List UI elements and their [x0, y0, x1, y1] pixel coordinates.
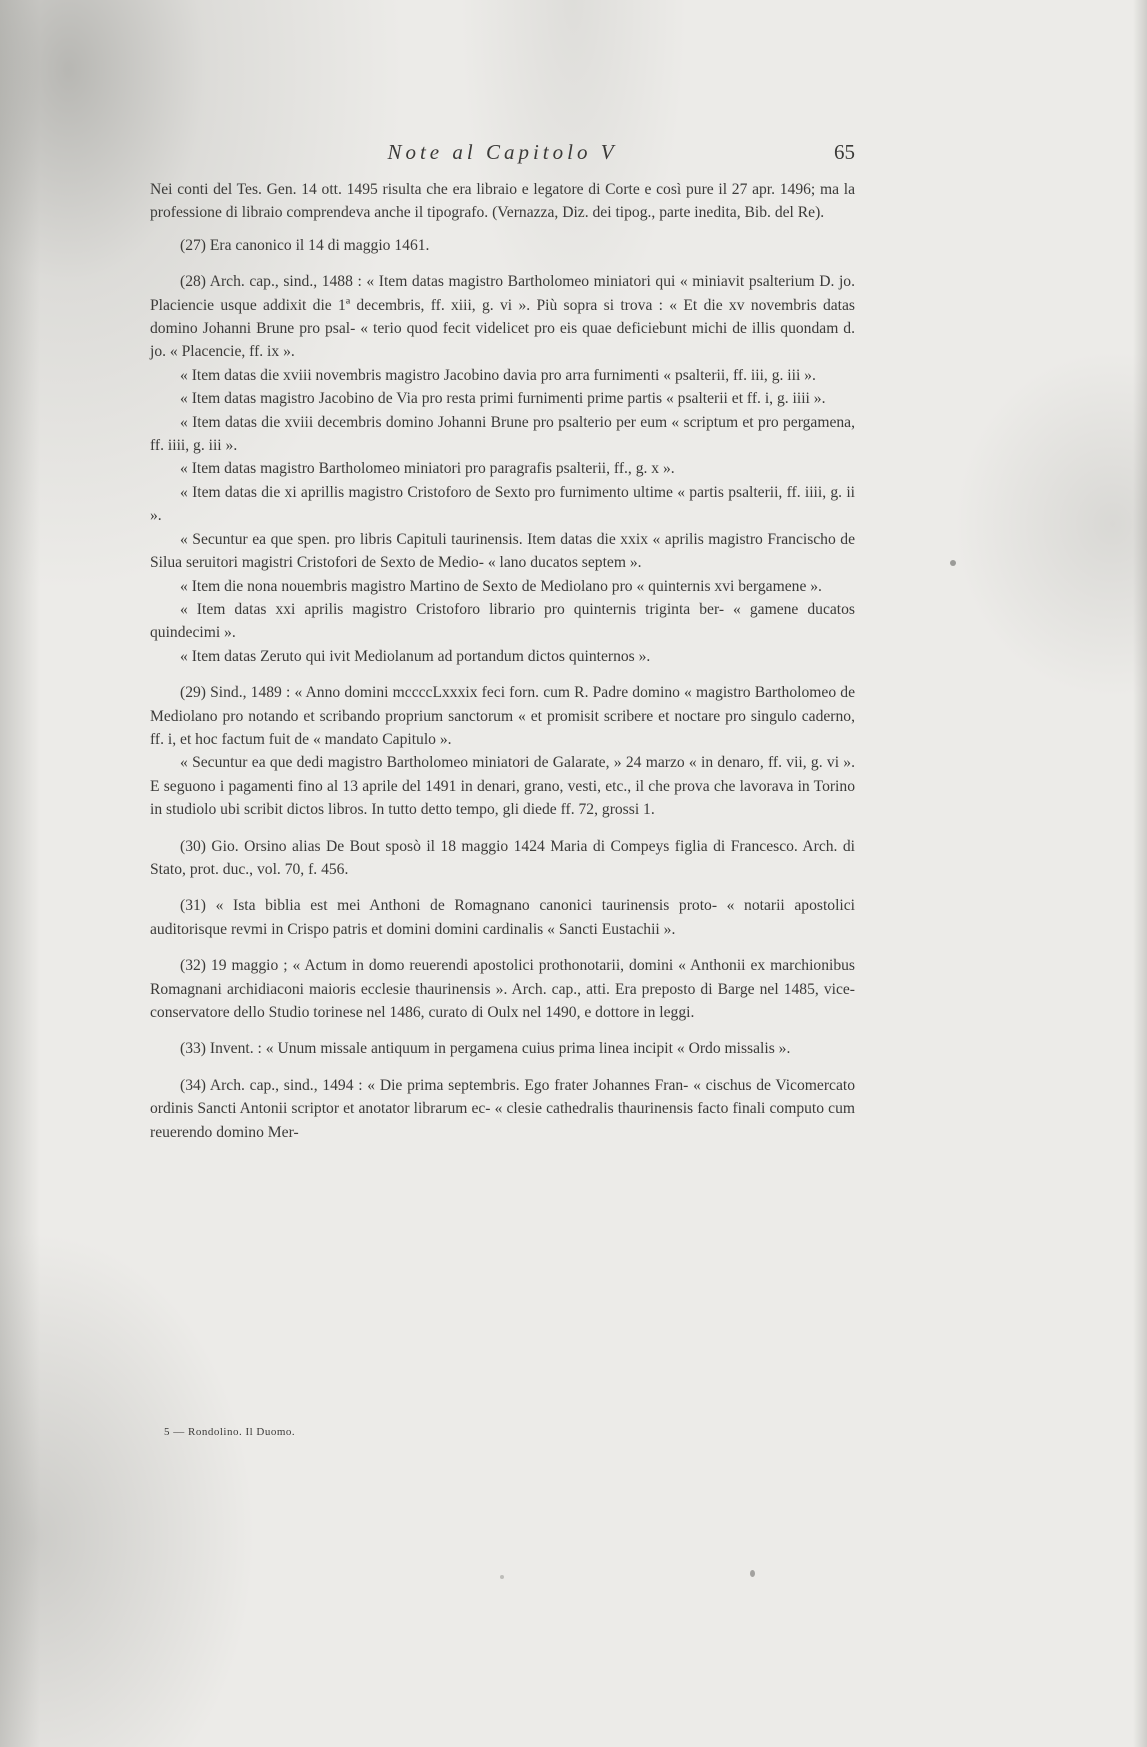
note-paragraph: « Item datas xxi aprilis magistro Cristoforo librario pro quinternis triginta ber- « gamene ducatos quindecimi ».: [150, 600, 855, 642]
page-header: [150, 140, 855, 170]
page-edge-shadow-left: [0, 0, 40, 1747]
note-29: [150, 681, 855, 821]
note-33: [150, 1037, 855, 1060]
note-paragraph: « Item datas magistro Jacobino de Via pro resta primi furnimenti prime partis « psalterii et ff. i, g. iiii ».: [180, 390, 826, 408]
note-28: [150, 270, 855, 668]
note-paragraph: « Item datas magistro Bartholomeo miniatori pro paragrafis psalterii, ff., g. x ».: [180, 460, 675, 478]
note-paragraph: « Secuntur ea que spen. pro libris Capituli taurinensis. Item datas die xxix « aprilis magistro Francischo de Silua seruitori magistri Cristofori de Sexto de Medio- « lano ducatos septem ».: [150, 530, 855, 572]
note-paragraph: (32) 19 maggio ; « Actum in domo reuerendi apostolici prothonotarii, domini « Anthonii ex marchionibus Romagnani archidiaconi maioris ecclesie thaurinensis ». Arch. cap., atti. Era preposto di Barge nel 1485, vice-conservatore dello Studio torinese nel 1486, curato di Oulx nel 1490, e dottore in leggi.: [150, 957, 855, 1021]
note-paragraph: « Item datas Zeruto qui ivit Mediolanum ad portandum dictos quinternos ».: [180, 647, 651, 665]
note-paragraph: « Item datas die xviii decembris domino Johanni Brune pro psalterio per eum « scriptum et pro pergamena, ff. iiii, g. iii ».: [150, 413, 855, 455]
foxing-spot: [750, 1570, 755, 1577]
note-paragraph: (28) Arch. cap., sind., 1488 : « Item datas magistro Bartholomeo miniatori qui « miniavit psalterium D. jo. Placiencie usque addixit die 1ª decembris, ff. xiii, g. vi ». Più sopra si trova : « Et die xv novembris datas domino Johanni Brune pro psal- « terio quod fecit videlicet pro eis quae deficiebunt michi de illis quondam d. jo. « Placencie, ff. ix ».: [150, 273, 855, 361]
foxing-spot: [500, 1575, 504, 1579]
note-paragraph: (27) Era canonico il 14 di maggio 1461.: [180, 236, 430, 254]
note-30: [150, 835, 855, 882]
note-paragraph: (30) Gio. Orsino alias De Bout sposò il 18 maggio 1424 Maria di Compeys figlia di Francesco. Arch. di Stato, prot. duc., vol. 70, f. 456.: [150, 837, 855, 878]
page-number: 65: [834, 140, 855, 164]
note-paragraph: « Item datas die xi aprillis magistro Cristoforo de Sexto pro furnimento ultime « partis psalterii, ff. iiii, g. ii ».: [150, 483, 855, 525]
note-paragraph: (33) Invent. : « Unum missale antiquum in pergamena cuius prima linea incipit « Ordo missalis ».: [180, 1040, 791, 1058]
note-32: [150, 954, 855, 1024]
signature-mark: 5 — Rondolino. Il Duomo.: [164, 1426, 296, 1438]
note-31: [150, 894, 855, 941]
foxing-spot: [950, 560, 956, 566]
running-title: Note al Capitolo V: [387, 140, 618, 164]
note-paragraph: « Secuntur ea que dedi magistro Bartholomeo miniatori de Galarate, » 24 marzo « in denaro, ff. vii, g. vi ». E seguono i pagamenti fino al 13 aprile del 1491 in denari, grano, vesti, etc., il che prova che lavorava in Torino in studiolo ubi scribit dictos libros. In tutto detto tempo, gli diede ff. 72, grossi 1.: [150, 754, 855, 819]
intro-paragraph: Nei conti del Tes. Gen. 14 ott. 1495 risulta che era libraio e legatore di Corte e così pure il 27 apr. 1496; ma la professione di libraio comprendeva anche il tipografo. (Vernazza, Diz. dei tipog., parte inedita, Bib. del Re).: [150, 181, 855, 222]
note-paragraph: (31) « Ista biblia est mei Anthoni de Romagnano canonici taurinensis proto- « notarii apostolici auditorisque revmi in Crispo patris et domini domini cardinalis « Sancti Eustachii ».: [150, 897, 855, 938]
note-paragraph: (34) Arch. cap., sind., 1494 : « Die prima septembris. Ego frater Johannes Fran- « cischus de Vicomercato ordinis Sancti Antonii scriptor et anotator librarum ec- « clesie cathedralis thaurinensis facto finali computo cum reuerendo domino Mer-: [150, 1076, 855, 1141]
notes-body: [150, 178, 855, 1144]
note-paragraph: « Item datas die xviii novembris magistro Jacobino davia pro arra furnimenti « psalterii, ff. iii, g. iii ».: [180, 366, 816, 384]
note-paragraph: « Item die nona nouembris magistro Martino de Sexto de Mediolano pro « quinternis xvi bergamene ».: [180, 577, 822, 595]
note-paragraph: (29) Sind., 1489 : « Anno domini mccccLxxxix feci forn. cum R. Padre domino « magistro Bartholomeo de Mediolano pro notando et scribando proprium sanctorum « et promisit scribere et noctare pro singulo caderno, ff. i, et hoc factum fuit de « mandato Capitulo ».: [150, 684, 855, 748]
note-27: [150, 234, 855, 257]
note-34: [150, 1074, 855, 1144]
page-edge-shadow-right: [1133, 0, 1147, 1747]
